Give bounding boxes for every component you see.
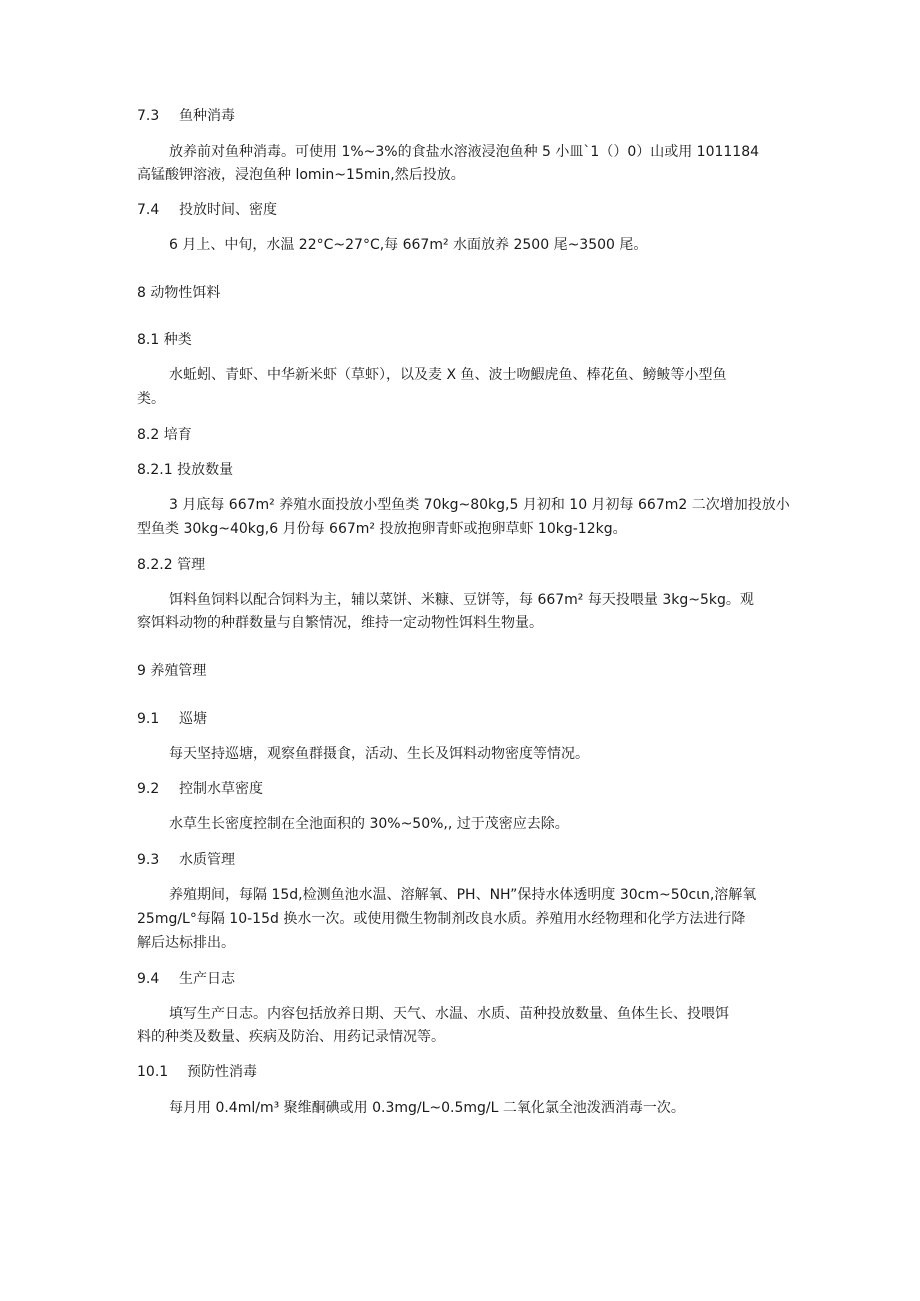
heading-9-4 <box>137 970 235 988</box>
heading-8-2-1: 8.2.1 投放数量 <box>137 462 234 478</box>
paragraph-line: 25mg∕L°每隔 10-15d 换水一次。或使用微生物制剂改良水质。养殖用水经物理和化学方法进行降 <box>137 911 746 927</box>
paragraph-line: 水蚯蚓、青虾、中华新米虾（草虾），以及麦 X 鱼、波士吻鰕虎鱼、棒花鱼、鳑鲏等小型鱼 <box>169 367 727 383</box>
paragraph-line: 水草生长密度控制在全池面积的 30%~50%,, 过于茂密应去除。 <box>169 816 569 832</box>
heading-title: 投放时间、密度 <box>179 202 277 218</box>
heading-8-1: 8.1 种类 <box>137 332 192 348</box>
heading-title: 水质管理 <box>179 852 235 868</box>
heading-8-2-2: 8.2.2 管理 <box>137 557 206 573</box>
heading-title: 控制水草密度 <box>179 781 263 797</box>
paragraph-line: 填写生产日志。内容包括放养日期、天气、水温、水质、苗种投放数量、鱼体生长、投喂饵 <box>169 1006 729 1022</box>
heading-10-1 <box>137 1063 257 1081</box>
heading-number: 9.2 <box>137 781 160 797</box>
paragraph-line: 高锰酸钾溶液，浸泡鱼种 lomin~15min,然后投放。 <box>137 167 465 183</box>
paragraph-line: 型鱼类 30kg~40kg,6 月份每 667m² 投放抱卵青虾或抱卵草虾 10kg-12kg。 <box>137 521 627 537</box>
paragraph-line: 6 月上、中旬，水温 22°C~27°C,每 667m² 水面放养 2500 尾~3500 尾。 <box>169 237 648 253</box>
paragraph-line: 3 月底每 667m² 养殖水面投放小型鱼类 70kg~80kg,5 月初和 10 月初每 667m2 二次增加投放小 <box>169 497 790 513</box>
heading-title: 鱼种消毒 <box>179 108 235 124</box>
paragraph-line: 料的种类及数量、疾病及防治、用药记录情况等。 <box>137 1029 445 1045</box>
paragraph-line: 饵料鱼饲料以配合饲料为主，辅以菜饼、米糠、豆饼等，每 667m² 每天投喂量 3kg~5kg。观 <box>169 592 754 608</box>
heading-number: 7.3 <box>137 108 160 124</box>
heading-number: 7.4 <box>137 202 160 218</box>
heading-number: 9.3 <box>137 852 160 868</box>
heading-7-3 <box>137 107 235 125</box>
heading-7-4 <box>137 201 277 219</box>
heading-9: 9 养殖管理 <box>137 663 207 679</box>
heading-8: 8 动物性饵料 <box>137 285 221 301</box>
heading-title: 生产日志 <box>179 971 235 987</box>
heading-number: 9.4 <box>137 971 160 987</box>
paragraph-line: 养殖期间，每隔 15d,检测鱼池水温、溶解氧、PH、NH”保持水体透明度 30cm~50cιn,溶解氧 <box>169 887 757 903</box>
heading-number: 10.1 <box>137 1064 169 1080</box>
paragraph-line: 每天坚持巡塘，观察鱼群摄食，活动、生长及饵料动物密度等情况。 <box>169 746 589 762</box>
heading-8-2: 8.2 培育 <box>137 427 192 443</box>
paragraph-line: 放养前对鱼种消毒。可使用 1%~3%的食盐水溶液浸泡鱼种 5 小皿`1（）0）山或用 1011184 <box>169 144 760 160</box>
heading-9-2 <box>137 780 263 798</box>
paragraph-line: 察饵料动物的种群数量与自繁情况，维持一定动物性饵料生物量。 <box>137 615 543 631</box>
heading-title: 巡塘 <box>179 711 207 727</box>
heading-9-1 <box>137 710 207 728</box>
heading-9-3 <box>137 851 235 869</box>
paragraph-line: 类。 <box>137 391 165 407</box>
paragraph-line: 每月用 0.4ml∕m³ 聚维酮碘或用 0.3mg∕L~0.5mg∕L 二氧化氯全池泼洒消毒一次。 <box>169 1100 685 1116</box>
heading-title: 预防性消毒 <box>187 1064 257 1080</box>
heading-number: 9.1 <box>137 711 160 727</box>
paragraph-line: 解后达标排出。 <box>137 935 235 951</box>
